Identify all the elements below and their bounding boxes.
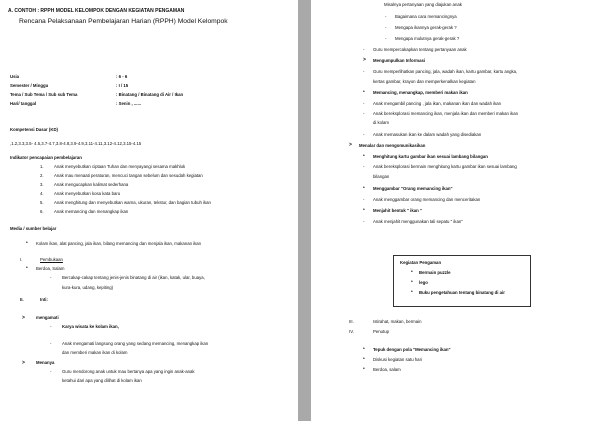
step-menanya: Menanya bbox=[36, 360, 55, 365]
section-4-number: IV. bbox=[349, 329, 354, 334]
step-heading: Menggambar "Orang memancing ikan" bbox=[373, 186, 453, 191]
text-line: kertas gambar, krayon dan memperkenalkan kegiatan bbox=[373, 79, 476, 84]
step-heading: Mengumpulkan Informasi bbox=[373, 58, 426, 63]
text-line: di kolam bbox=[373, 120, 390, 125]
indikator-item: Anak menghitung dan menyebutkan warna, ukuran, tekstur, dan bagian tubuh ikan bbox=[54, 200, 211, 205]
bullet-icon: • bbox=[26, 240, 28, 246]
dash-icon: - bbox=[363, 164, 365, 169]
kegiatan-pengaman-box bbox=[393, 255, 531, 307]
dash-icon: - bbox=[363, 132, 365, 137]
indikator-item: Anak memancing dan menangkap ikan bbox=[54, 209, 129, 214]
bullet-icon: • bbox=[363, 185, 365, 191]
indikator-item: Anak menyebutkan ciptaan Tuhan dan menyayangi sesama makhluk bbox=[54, 164, 186, 169]
bullet-icon: • bbox=[363, 207, 365, 213]
dash-icon: - bbox=[385, 36, 387, 41]
text-line: Anak bereksplorasi bermain menghitung kartu gambar ikan sesuai lambang bbox=[373, 164, 517, 169]
text-line: Anak mengambil pancing , jala ikan, makanan ikan dan wadah ikan bbox=[373, 101, 502, 106]
step-item: Karya wisata ke kolam ikan, bbox=[62, 324, 119, 329]
step-heading: Menalar dan mengomunikasikan bbox=[359, 143, 426, 148]
indikator-item: Anak mau menaati peraturan, mencuci tangan sebelum dan sesudah kegiatan bbox=[54, 173, 203, 178]
indikator-num-1: 1. bbox=[40, 164, 44, 169]
section-1-sub: kura-kura, udang, kepiting) bbox=[62, 285, 114, 290]
dash-icon: - bbox=[363, 219, 365, 224]
text-line: Guru memperlihatkan pancing, jala, wadah ikan, kartu gambar, kartu angka, bbox=[373, 69, 518, 74]
meta-label-tema: Tema / Sub Tema / Sub sub Tema bbox=[10, 92, 78, 97]
section-2-number: II. bbox=[20, 297, 24, 302]
step-item: Guru mendorong anak untuk mau bertanya apa yang ingin anak-anak bbox=[62, 369, 195, 374]
bullet-icon: • bbox=[363, 89, 365, 95]
penutup-item: Diskusi kegiatan satu hari bbox=[373, 357, 422, 362]
meta-value-usia: : 6 - 6 bbox=[116, 74, 128, 79]
kd-text: ,1.2,3.3,3.5- 4.5,3.7-4.7,3.8-4.8,3.9-4.9,3.11-4.11,3.12-4.12,3.15-4.15 bbox=[10, 141, 142, 146]
dash-icon: - bbox=[363, 101, 365, 106]
meta-label-hari: Hari/ tanggal bbox=[10, 101, 37, 106]
meta-label-semester: Semester / Minggu bbox=[10, 83, 49, 88]
dash-icon: - bbox=[50, 275, 52, 280]
dash-icon: - bbox=[363, 47, 365, 52]
step-heading: Memancing, menangkap, memberi makan ikan bbox=[373, 90, 468, 95]
step-item: ketahui dari apa yang dilihat di kolam ikan bbox=[62, 378, 142, 383]
section-1-title: Pembukaan bbox=[40, 257, 63, 262]
text-line: Misalnya pertanyaan yang diajukan anak bbox=[384, 2, 462, 7]
dash-icon: - bbox=[385, 14, 387, 19]
heading: A. CONTOH : RPPH MODEL KELOMPOK DENGAN KEGIATAN PENGAMAN bbox=[8, 8, 185, 14]
media-title: Media / sumber belajar bbox=[10, 226, 57, 231]
meta-value-semester: : I / 15 bbox=[116, 83, 129, 88]
text-line: Guru mempercakapkan tentang pertanyaan anak bbox=[373, 47, 467, 52]
penutup-item: Tepuk dengan pola "Memancing ikan" bbox=[373, 347, 451, 352]
indikator-num-4: 4. bbox=[40, 191, 44, 196]
section-3-title: Istirahat, makan, bermain bbox=[373, 319, 422, 324]
bullet-icon: • bbox=[26, 265, 28, 271]
dash-icon: - bbox=[50, 369, 52, 374]
step-mengamati: mengamati bbox=[36, 315, 59, 320]
bullet-icon: • bbox=[411, 289, 413, 295]
dash-icon: - bbox=[50, 341, 52, 346]
arrow-icon: > bbox=[349, 142, 352, 148]
arrow-icon: > bbox=[22, 315, 25, 321]
indikator-num-3: 3. bbox=[40, 182, 44, 187]
text-line: Anak bereksplorasi memancing ikan, menjala ikan dan memberi makan ikan bbox=[373, 111, 518, 116]
step-heading: Menghitung kartu gambar ikan sesuai lambang bilangan bbox=[373, 154, 488, 159]
dash-icon: - bbox=[385, 25, 387, 30]
media-text: Kolam ikan, alat pancing, jala ikan, bilang memancing dan menjala ikan, makanan ikan bbox=[36, 241, 202, 246]
dash-icon: - bbox=[363, 197, 365, 202]
indikator-num-2: 2. bbox=[40, 173, 44, 178]
section-3-number: III. bbox=[349, 319, 354, 324]
arrow-icon: > bbox=[22, 360, 25, 366]
section-1-item: Berdoa, Salam bbox=[36, 266, 65, 271]
text-line: Mengapa mulutnya gerak-gerak ? bbox=[395, 36, 460, 41]
document-page-right bbox=[311, 0, 610, 421]
text-line: bilangan bbox=[373, 174, 390, 179]
bullet-icon: • bbox=[363, 346, 365, 352]
indikator-item: Anak mengucapkan kalimat sederhana bbox=[54, 182, 129, 187]
bullet-icon: • bbox=[363, 366, 365, 372]
dash-icon: - bbox=[50, 324, 52, 329]
text-line: Bagaimana cara memancingnya bbox=[395, 14, 457, 19]
bullet-icon: • bbox=[411, 279, 413, 285]
dash-icon: - bbox=[363, 69, 365, 74]
meta-value-hari: : Senin , ...... bbox=[116, 101, 142, 106]
text-line: Mengapa ikannya gerak-gerak ? bbox=[395, 25, 457, 30]
step-item: dan memberi makan ikan di kolam bbox=[62, 350, 128, 355]
dash-icon: - bbox=[363, 111, 365, 116]
text-line: Anak memasukan ikan ke dalam wadah yang disediakan bbox=[373, 132, 482, 137]
step-heading: Menjahit bentuk " ikan " bbox=[373, 208, 422, 213]
meta-label-usia: Usia bbox=[10, 74, 20, 79]
bullet-icon: • bbox=[363, 153, 365, 159]
arrow-icon: > bbox=[363, 57, 366, 63]
box-title: Kegiatan Pengaman bbox=[400, 260, 442, 265]
box-item: lego bbox=[419, 280, 428, 285]
section-4-title: Penutup bbox=[373, 329, 390, 334]
kd-title: Kompetensi Dasar (KD) bbox=[10, 127, 58, 132]
section-2-title: Inti: bbox=[40, 297, 48, 302]
indikator-item: Anak menyebutkan kosa kata baru bbox=[54, 191, 121, 196]
penutup-item: Berdoa, salam bbox=[373, 367, 401, 372]
section-1-sub: Bercakap-cakap tentang jenis-jenis binatang di air (ikan, katak, ular, buaya, bbox=[62, 275, 205, 280]
subheading: Rencana Pelaksanaan Pembelajaran Harian (RPPH) Model Kelompok bbox=[19, 18, 228, 25]
bullet-icon: • bbox=[411, 269, 413, 275]
box-item: Bermain puzzle bbox=[419, 270, 451, 275]
section-1-number: I. bbox=[20, 257, 23, 262]
indikator-num-5: 5. bbox=[40, 200, 44, 205]
text-line: Anak menggambar orang memancing dan menceritakan bbox=[373, 197, 481, 202]
meta-value-tema: : Binatang / Binatang di Air / Ikan bbox=[116, 92, 184, 97]
document-page-left bbox=[0, 0, 298, 421]
step-item: Anak mengamati langsung orang yang sedang memancing, menangkap ikan bbox=[62, 341, 209, 346]
bullet-icon: • bbox=[363, 356, 365, 362]
indikator-title: Indikator pencapaian pembelajaran bbox=[10, 155, 82, 160]
indikator-num-6: 6. bbox=[40, 209, 44, 214]
text-line: Anak menjahit menggunakan tali sepatu " ikan" bbox=[373, 219, 463, 224]
box-item: Buku pengetahuan tentang binatang di air bbox=[419, 290, 505, 295]
